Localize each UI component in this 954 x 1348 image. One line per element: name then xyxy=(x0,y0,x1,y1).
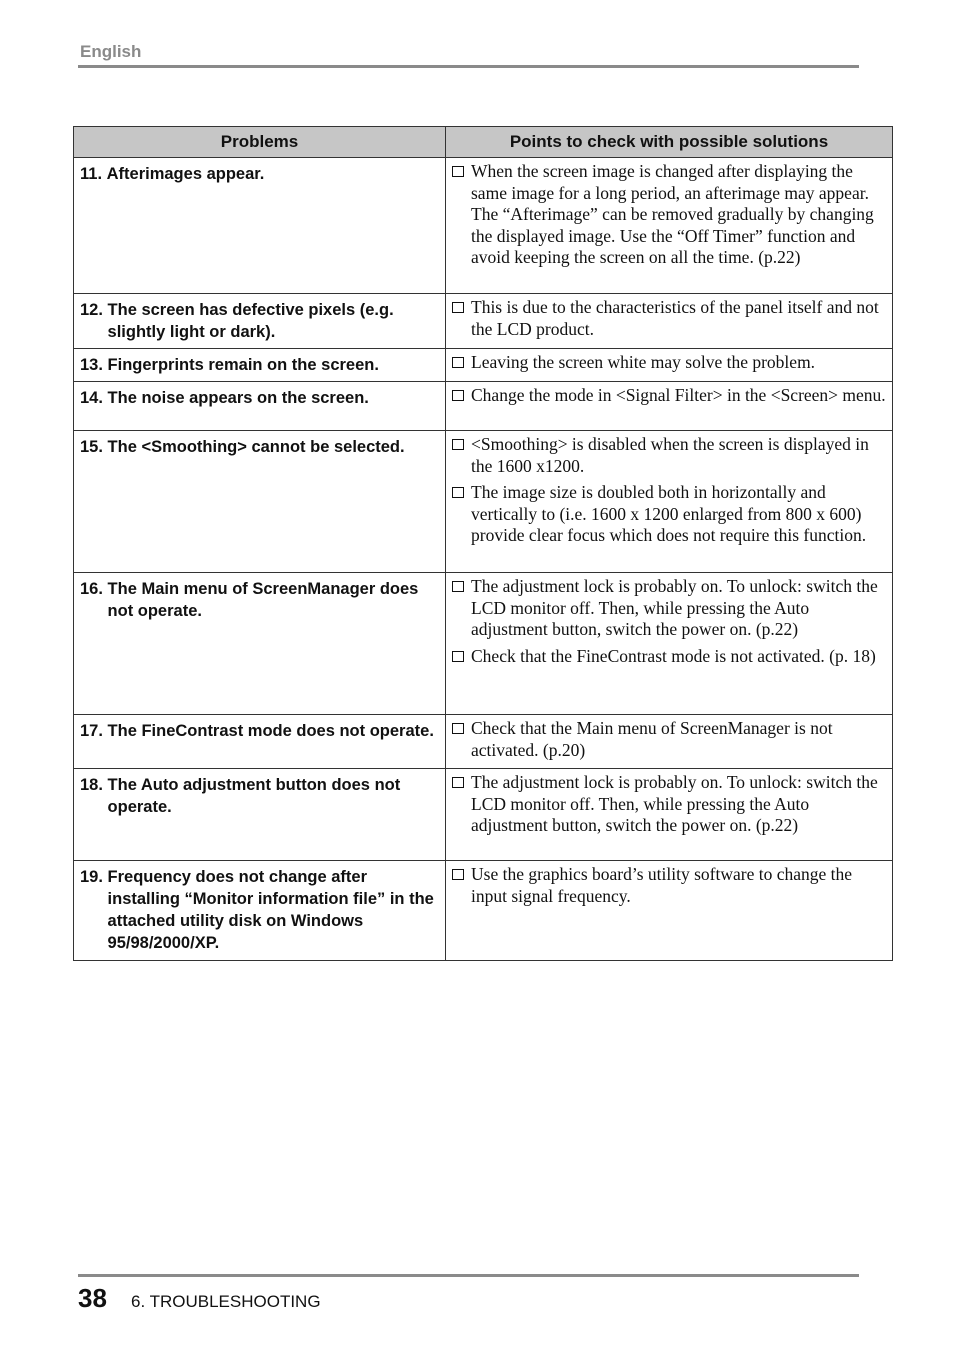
solution-cell xyxy=(446,861,893,961)
page-number: 38 xyxy=(78,1283,107,1313)
table-row xyxy=(74,294,893,349)
solution-text: Check that the Main menu of ScreenManager is not activated. (p.20) xyxy=(471,718,833,760)
table-row xyxy=(74,349,893,382)
checkbox-bullet-icon xyxy=(452,166,464,177)
troubleshooting-table xyxy=(73,126,893,961)
solution-item xyxy=(452,482,888,547)
solution-item xyxy=(452,161,888,269)
solution-item xyxy=(452,646,888,668)
solution-text: Change the mode in <Signal Filter> in the <Screen> menu. xyxy=(471,385,886,405)
table-row xyxy=(74,769,893,861)
checkbox-bullet-icon xyxy=(452,581,464,592)
problem-text: The screen has defective pixels (e.g. slightly light or dark). xyxy=(107,301,394,341)
problem-number: 13. xyxy=(80,356,108,374)
solution-item xyxy=(452,576,888,641)
checkbox-bullet-icon xyxy=(452,357,464,368)
solution-text: The adjustment lock is probably on. To unlock: switch the LCD monitor off. Then, while pressing the Auto adjustment button, switch the power on. (p.22) xyxy=(471,576,878,640)
solution-cell xyxy=(446,573,893,715)
section-title: 6. TROUBLESHOOTING xyxy=(131,1292,321,1311)
problem-number: 15. xyxy=(80,438,108,456)
checkbox-bullet-icon xyxy=(452,439,464,450)
problem-text: Frequency does not change after installing “Monitor information file” in the attached utility disk on Windows 95/98/2000/XP. xyxy=(107,868,434,952)
solution-cell xyxy=(446,715,893,769)
solution-cell xyxy=(446,431,893,573)
checkbox-bullet-icon xyxy=(452,487,464,498)
column-header-solutions: Points to check with possible solutions xyxy=(446,127,893,158)
problem-number: 14. xyxy=(80,389,108,407)
problem-text: Afterimages appear. xyxy=(106,165,265,183)
problem-text: The <Smoothing> cannot be selected. xyxy=(107,438,405,456)
checkbox-bullet-icon xyxy=(452,390,464,401)
table-row xyxy=(74,861,893,961)
solution-item xyxy=(452,385,888,407)
solution-text: Check that the FineContrast mode is not activated. (p. 18) xyxy=(471,645,876,666)
solution-item xyxy=(452,434,888,477)
solution-item xyxy=(452,297,888,340)
checkbox-bullet-icon xyxy=(452,651,464,662)
solution-text: The image size is doubled both in horizontally and vertically to (i.e. 1600 x 1200 enlarged from 800 x 600) provide clear focus which does not require this function. xyxy=(471,482,867,546)
problem-text: Fingerprints remain on the screen. xyxy=(107,356,379,374)
problem-cell xyxy=(74,715,446,769)
solution-text: <Smoothing> is disabled when the screen is displayed in the 1600 x1200. xyxy=(471,434,869,476)
table-row xyxy=(74,715,893,769)
solution-text: The adjustment lock is probably on. To unlock: switch the LCD monitor off. Then, while pressing the Auto adjustment button, switch the power on. (p.22) xyxy=(471,772,878,836)
checkbox-bullet-icon xyxy=(452,869,464,880)
problem-number: 19. xyxy=(80,868,108,886)
problem-text: The noise appears on the screen. xyxy=(107,389,369,407)
problem-cell xyxy=(74,349,446,382)
table-row xyxy=(74,158,893,294)
checkbox-bullet-icon xyxy=(452,777,464,788)
table-row xyxy=(74,431,893,573)
problem-cell xyxy=(74,769,446,861)
solution-text: Leaving the screen white may solve the problem. xyxy=(471,352,816,372)
checkbox-bullet-icon xyxy=(452,723,464,734)
problem-number: 12. xyxy=(80,301,108,319)
problem-number: 11. xyxy=(80,165,107,183)
problem-number: 17. xyxy=(80,722,108,740)
solution-text: This is due to the characteristics of the panel itself and not the LCD product. xyxy=(471,297,879,339)
solution-item xyxy=(452,864,888,907)
table-header-row xyxy=(74,127,893,158)
problem-text: The FineContrast mode does not operate. xyxy=(107,722,434,740)
problem-number: 18. xyxy=(80,776,108,794)
solution-text: When the screen image is changed after displaying the same image for a long period, an afterimage may appear. The “Afterimage” can be removed gradually by changing the displayed image. Use the “Off Timer” function and avoid keeping the screen on all the time. (p.22) xyxy=(471,161,874,268)
solution-item xyxy=(452,718,888,761)
solution-item xyxy=(452,352,888,374)
solution-cell xyxy=(446,158,893,294)
solution-item xyxy=(452,772,888,837)
problem-cell xyxy=(74,861,446,961)
solution-text: Use the graphics board’s utility software to change the input signal frequency. xyxy=(471,864,853,906)
problem-cell xyxy=(74,294,446,349)
header-language: English xyxy=(80,42,142,61)
solution-cell xyxy=(446,382,893,431)
table-row xyxy=(74,382,893,431)
problem-number: 16. xyxy=(80,580,108,598)
problem-cell xyxy=(74,431,446,573)
solution-cell xyxy=(446,294,893,349)
problem-cell xyxy=(74,573,446,715)
header-divider xyxy=(78,65,859,68)
solution-cell xyxy=(446,769,893,861)
solution-cell xyxy=(446,349,893,382)
column-header-problems: Problems xyxy=(74,127,446,158)
problem-cell xyxy=(74,382,446,431)
table-row xyxy=(74,573,893,715)
footer-divider xyxy=(78,1274,859,1277)
checkbox-bullet-icon xyxy=(452,302,464,313)
problem-cell xyxy=(74,158,446,294)
problem-text: The Auto adjustment button does not operate. xyxy=(107,776,401,816)
problem-text: The Main menu of ScreenManager does not operate. xyxy=(107,580,419,620)
